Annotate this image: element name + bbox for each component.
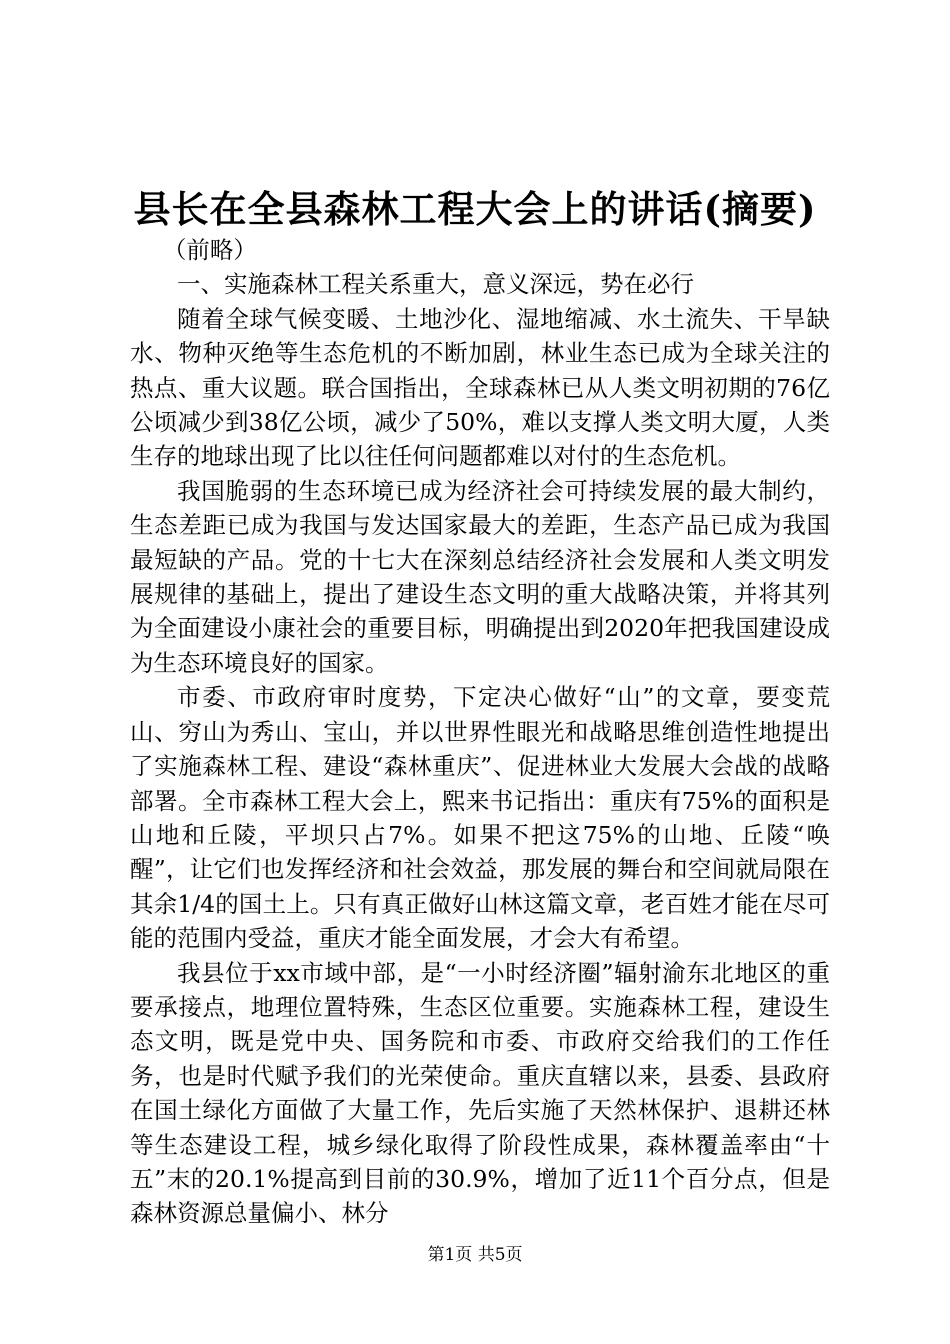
section-heading: 一、实施森林工程关系重大，意义深远，势在必行 bbox=[177, 270, 694, 299]
paragraph-omitted-note: （前略） bbox=[162, 236, 257, 264]
page-number-footer: 第1页 共5页 bbox=[427, 1245, 523, 1265]
paragraph: 我国脆弱的生态环境已成为经济社会可持续发展的最大制约，生态差距已成为我国与发达国家最大的差距，生态产品已成为我国最短缺的产品。党的十七大在深刻总结经济社会发展和人类文明发展规律的基础上，提出了建设生态文明的重大战略决策，并将其列为全面建设小康社会的重要目标，明确提出到2020年把我国建设成为生态环境良好的国家。 bbox=[130, 476, 830, 677]
paragraph: 我县位于xx市域中部，是“一小时经济圈”辐射渝东北地区的重要承接点，地理位置特殊，生态区位重要。实施森林工程，建设生态文明，既是党中央、国务院和市委、市政府交给我们的工作任务，也是时代赋予我们的光荣使命。重庆直辖以来，县委、县政府在国土绿化方面做了大量工作，先后实施了天然林保护、退耕还林等生态建设工程，城乡绿化取得了阶段性成果，森林覆盖率由“十五”末的20.1%提高到目前的30.9%，增加了近11个百分点，但是森林资源总量偏小、林分 bbox=[130, 958, 830, 1228]
paragraph: 随着全球气候变暖、土地沙化、湿地缩减、水土流失、干旱缺水、物种灭绝等生态危机的不断加剧，林业生态已成为全球关注的热点、重大议题。联合国指出，全球森林已从人类文明初期的76亿公顷减少到38亿公顷，减少了50%，难以支撑人类文明大厦，人类生存的地球出现了比以往任何问题都难以对付的生态危机。 bbox=[130, 304, 830, 471]
document-body bbox=[130, 233, 830, 1231]
document-title: 县长在全县森林工程大会上的讲话(摘要) bbox=[133, 187, 817, 231]
paragraph: 市委、市政府审时度势，下定决心做好“山”的文章，要变荒山、穷山为秀山、宝山，并以世界性眼光和战略思维创造性地提出了实施森林工程、建设“森林重庆”、促进林业大发展大会战的战略部署。全市森林工程大会上，熙来书记指出：重庆有75%的面积是山地和丘陵，平坝只占7%。如果不把这75%的山地、丘陵“唤醒”，让它们也发挥经济和社会效益，那发展的舞台和空间就局限在其余1/4的国土上。只有真正做好山林这篇文章，老百姓才能在尽可能的范围内受益，重庆才能全面发展，才会大有希望。 bbox=[130, 683, 830, 953]
